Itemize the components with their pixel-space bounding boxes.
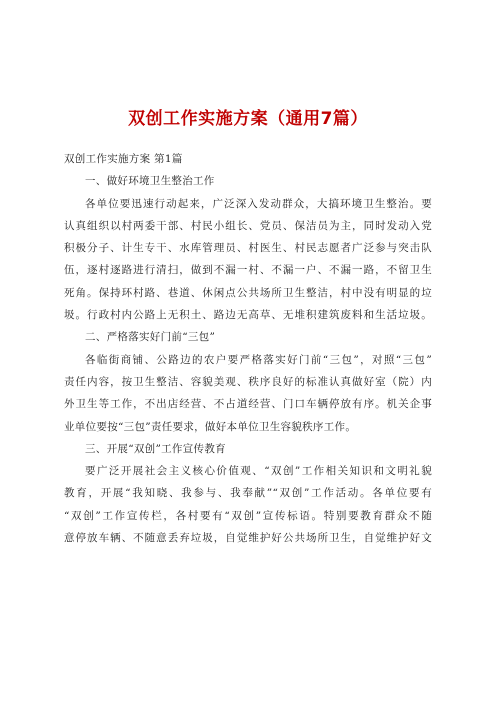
section-heading: 二、严格落实好门前“三包”: [85, 331, 216, 344]
paragraph-line: 积极分子、计生专干、水库管理员、村医生、村民志愿者广泛参与突击队: [64, 242, 432, 255]
paragraph-line: 认真组织以村两委干部、村民小组长、党员、保洁员为主，同时发动入党: [64, 219, 432, 232]
section-heading: 三、开展“双创”工作宣传教育: [85, 442, 226, 455]
paragraph-line: 各临街商铺、公路边的农户要严格落实好门前“三包”，对照“三包”: [85, 353, 432, 366]
paragraph-line: 伍，逐村逐路进行清扫，做到不漏一村、不漏一户、不漏一路，不留卫生: [64, 264, 432, 277]
paragraph-line: 业单位要按“三包”责任要求，做好本单位卫生容貌秩序工作。: [64, 420, 357, 433]
document-body: [64, 148, 432, 549]
paragraph-line: 意停放车辆、不随意丢弃垃圾，自觉维护好公共场所卫生，自觉维护好文: [64, 532, 432, 545]
document-title: 双创工作实施方案（通用7篇）: [128, 109, 368, 129]
document-subtitle: 双创工作实施方案 第1篇: [64, 153, 183, 165]
paragraph-line: 教育，开展“我知晓、我参与、我奉献”“双创”工作活动。各单位要有: [64, 487, 432, 500]
paragraph-line: 外卫生等工作，不出店经营、不占道经营、门口车辆停放有序。机关企事: [64, 398, 432, 411]
paragraph-line: 各单位要迅速行动起来，广泛深入发动群众，大搞环境卫生整治。要: [85, 197, 432, 210]
paragraph-line: “双创”工作宣传栏，各村要有“双创”宣传标语。特别要教育群众不随: [64, 509, 432, 522]
paragraph-line: 圾。行政村内公路上无积土、路边无高草、无堆积建筑废料和生活垃圾。: [64, 309, 432, 322]
paragraph-line: 死角。保持环村路、巷道、休闲点公共场所卫生整洁，村中没有明显的垃: [64, 286, 432, 299]
paragraph-line: 责任内容，按卫生整洁、容貌美观、秩序良好的标准认真做好室（院）内: [64, 375, 432, 388]
section-heading: 一、做好环境卫生整治工作: [85, 175, 215, 188]
paragraph-line: 要广泛开展社会主义核心价值观、“双创”工作相关知识和文明礼貌: [85, 465, 432, 478]
